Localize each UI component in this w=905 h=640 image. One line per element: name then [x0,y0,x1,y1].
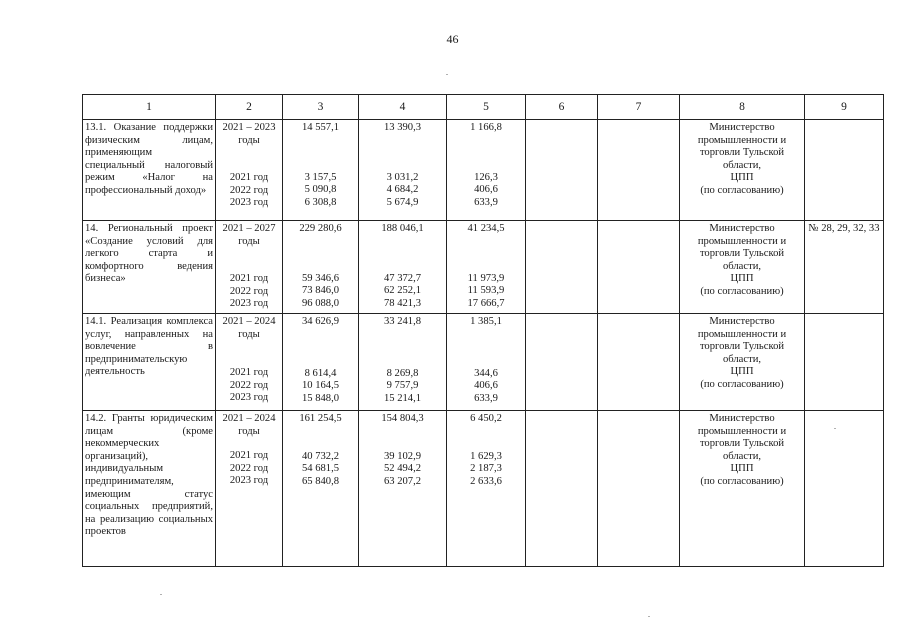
period-cell [216,410,283,566]
indicator-cell: № 28, 29, 32, 33 [805,221,884,314]
year-amount: 6 308,8 [304,196,337,208]
total-amount: 14 557,1 [301,122,340,133]
indicator-cell [805,410,884,566]
year-amount: 5 674,9 [386,196,419,208]
executor-line: торговли Тульской [699,341,785,353]
amount-cell-col4 [359,313,447,410]
year: 2023 год [229,298,269,310]
executor-line: ЦПП [730,273,754,285]
year-amount: 52 494,2 [383,463,422,475]
executor-line: Министерство [709,412,775,424]
scan-speck [160,594,162,595]
executor-cell [680,120,805,221]
executor-line: (по согласованию) [700,184,784,196]
year-amount: 17 666,7 [467,297,505,309]
col-header: 1 [83,95,216,120]
col-header: 5 [447,95,526,120]
total-amount: 6 450,2 [470,412,502,424]
executor-line: Министерство [709,223,775,234]
amount-cell-col3 [283,221,359,314]
year-amount: 10 164,5 [301,380,340,392]
year-amount: 3 031,2 [386,171,419,183]
executor-line: области, [722,260,762,272]
executor-line: ЦПП [730,366,754,378]
year: 2022 год [229,184,269,196]
executor-line: области, [722,159,762,171]
measure-name: 14.2. Гранты юридическим лицам (кроме некоммерческих организаций), индивидуальным предпринимателям, имеющим статус социальных предприятий, на реализацию социальных проектов [83,410,216,566]
year: 2022 год [229,462,269,474]
year-amount: 65 840,8 [301,475,340,487]
year-amount: 11 593,9 [467,285,505,297]
col-header: 3 [283,95,359,120]
empty-cell [598,410,680,566]
year-amount: 40 732,2 [301,450,340,462]
year-amount: 63 207,2 [383,475,422,487]
empty-cell [526,120,598,221]
header-row [83,95,884,120]
col-header: 7 [598,95,680,120]
executor-cell [680,221,805,314]
year-amount: 2 633,6 [470,475,502,487]
table-row [83,120,884,221]
year-amount: 62 252,1 [383,285,422,297]
amount-cell-col3 [283,120,359,221]
executor-line: промышленности и [697,235,787,247]
scan-speck [648,616,650,617]
year-amount: 5 090,8 [304,184,337,196]
table-row [83,313,884,410]
executor-line: Министерство [709,122,775,133]
year: 2023 год [229,197,269,209]
amount-cell-col4 [359,221,447,314]
executor-line: торговли Тульской [699,147,785,159]
executor-line: торговли Тульской [699,248,785,260]
executor-line: торговли Тульской [699,438,785,450]
year-amount: 3 157,5 [304,171,337,183]
total-amount: 1 166,8 [470,122,502,133]
year-amount: 73 846,0 [301,285,340,297]
executor-line: промышленности и [697,425,787,437]
amount-cell-col4 [359,410,447,566]
year: 2022 год [229,285,269,297]
year-amount: 406,6 [474,380,498,392]
total-amount: 229 280,6 [299,223,342,234]
total-amount: 34 626,9 [301,315,340,327]
year-amount: 2 187,3 [470,463,502,475]
year-amount: 54 681,5 [301,463,340,475]
col-header: 9 [805,95,884,120]
executor-line: ЦПП [730,172,754,184]
amount-cell-col5 [447,313,526,410]
table-row [83,221,884,314]
indicator-cell [805,120,884,221]
executor-line: ЦПП [730,463,754,475]
amount-cell-col3 [283,410,359,566]
year: 2023 год [229,475,269,487]
amount-cell-col5 [447,120,526,221]
executor-line: области, [722,353,762,365]
year-amount: 4 684,2 [386,184,419,196]
empty-cell [598,120,680,221]
year-amount: 633,9 [474,392,498,404]
period-cell [216,313,283,410]
amount-cell-col5 [447,410,526,566]
executor-line: промышленности и [697,328,787,340]
total-amount: 188 046,1 [381,223,424,234]
scan-speck [834,428,836,429]
year-amount: 11 973,9 [467,272,505,284]
scan-speck [446,74,448,75]
total-amount: 154 804,3 [381,412,424,424]
page-number: 46 [446,32,459,46]
period: 2021 – 2024 годы [222,412,276,437]
total-amount: 33 241,8 [383,315,422,327]
measure-name: 13.1. Оказание поддержки физическим лицам, применяющим специальный налоговый режим «Налог на профессиональный доход» [83,120,216,221]
amount-cell-col4 [359,120,447,221]
executor-line: (по согласованию) [700,378,784,390]
executor-line: (по согласованию) [700,475,784,487]
col-header: 6 [526,95,598,120]
col-header: 8 [680,95,805,120]
year: 2023 год [229,392,269,404]
year: 2021 год [229,273,269,285]
col-header: 2 [216,95,283,120]
executor-line: области, [722,450,762,462]
col-header: 4 [359,95,447,120]
year-amount: 126,3 [474,171,498,183]
executor-line: Министерство [709,315,775,327]
empty-cell [598,313,680,410]
total-amount: 161 254,5 [299,412,342,424]
program-table [82,94,884,567]
period: 2021 – 2027 годы [222,223,276,247]
total-amount: 1 385,1 [470,315,502,327]
year-amount: 59 346,6 [301,272,340,284]
year-amount: 78 421,3 [383,297,422,309]
year-amount: 344,6 [474,367,498,379]
empty-cell [526,221,598,314]
year: 2021 год [229,450,269,462]
period: 2021 – 2024 годы [222,315,276,340]
executor-line: (по согласованию) [700,285,784,297]
year-amount: 633,9 [474,196,498,208]
year-amount: 47 372,7 [383,272,422,284]
year: 2021 год [229,172,269,184]
empty-cell [526,313,598,410]
year-amount: 15 214,1 [383,392,422,404]
amount-cell-col5 [447,221,526,314]
executor-cell [680,410,805,566]
period: 2021 – 2023 годы [222,122,276,146]
amount-cell-col3 [283,313,359,410]
year-amount: 406,6 [474,184,498,196]
year-amount: 8 269,8 [386,367,419,379]
year-amount: 96 088,0 [301,297,340,309]
empty-cell [598,221,680,314]
total-amount: 41 234,5 [467,223,505,234]
period-cell [216,221,283,314]
executor-line: промышленности и [697,134,787,146]
empty-cell [526,410,598,566]
year-amount: 1 629,3 [470,450,502,462]
indicator-cell [805,313,884,410]
year-amount: 39 102,9 [383,450,422,462]
table-row [83,410,884,566]
period-cell [216,120,283,221]
year-amount: 8 614,4 [304,367,337,379]
year: 2022 год [229,379,269,391]
year-amount: 9 757,9 [386,380,419,392]
executor-cell [680,313,805,410]
year-amount: 15 848,0 [301,392,340,404]
total-amount: 13 390,3 [383,122,422,133]
measure-name: 14. Региональный проект «Создание условий для легкого старта и комфортного ведения бизнеса» [83,221,216,314]
year: 2021 год [229,367,269,379]
measure-name: 14.1. Реализация комплекса услуг, направленных на вовлечение в предпринимательскую деятельность [83,313,216,410]
